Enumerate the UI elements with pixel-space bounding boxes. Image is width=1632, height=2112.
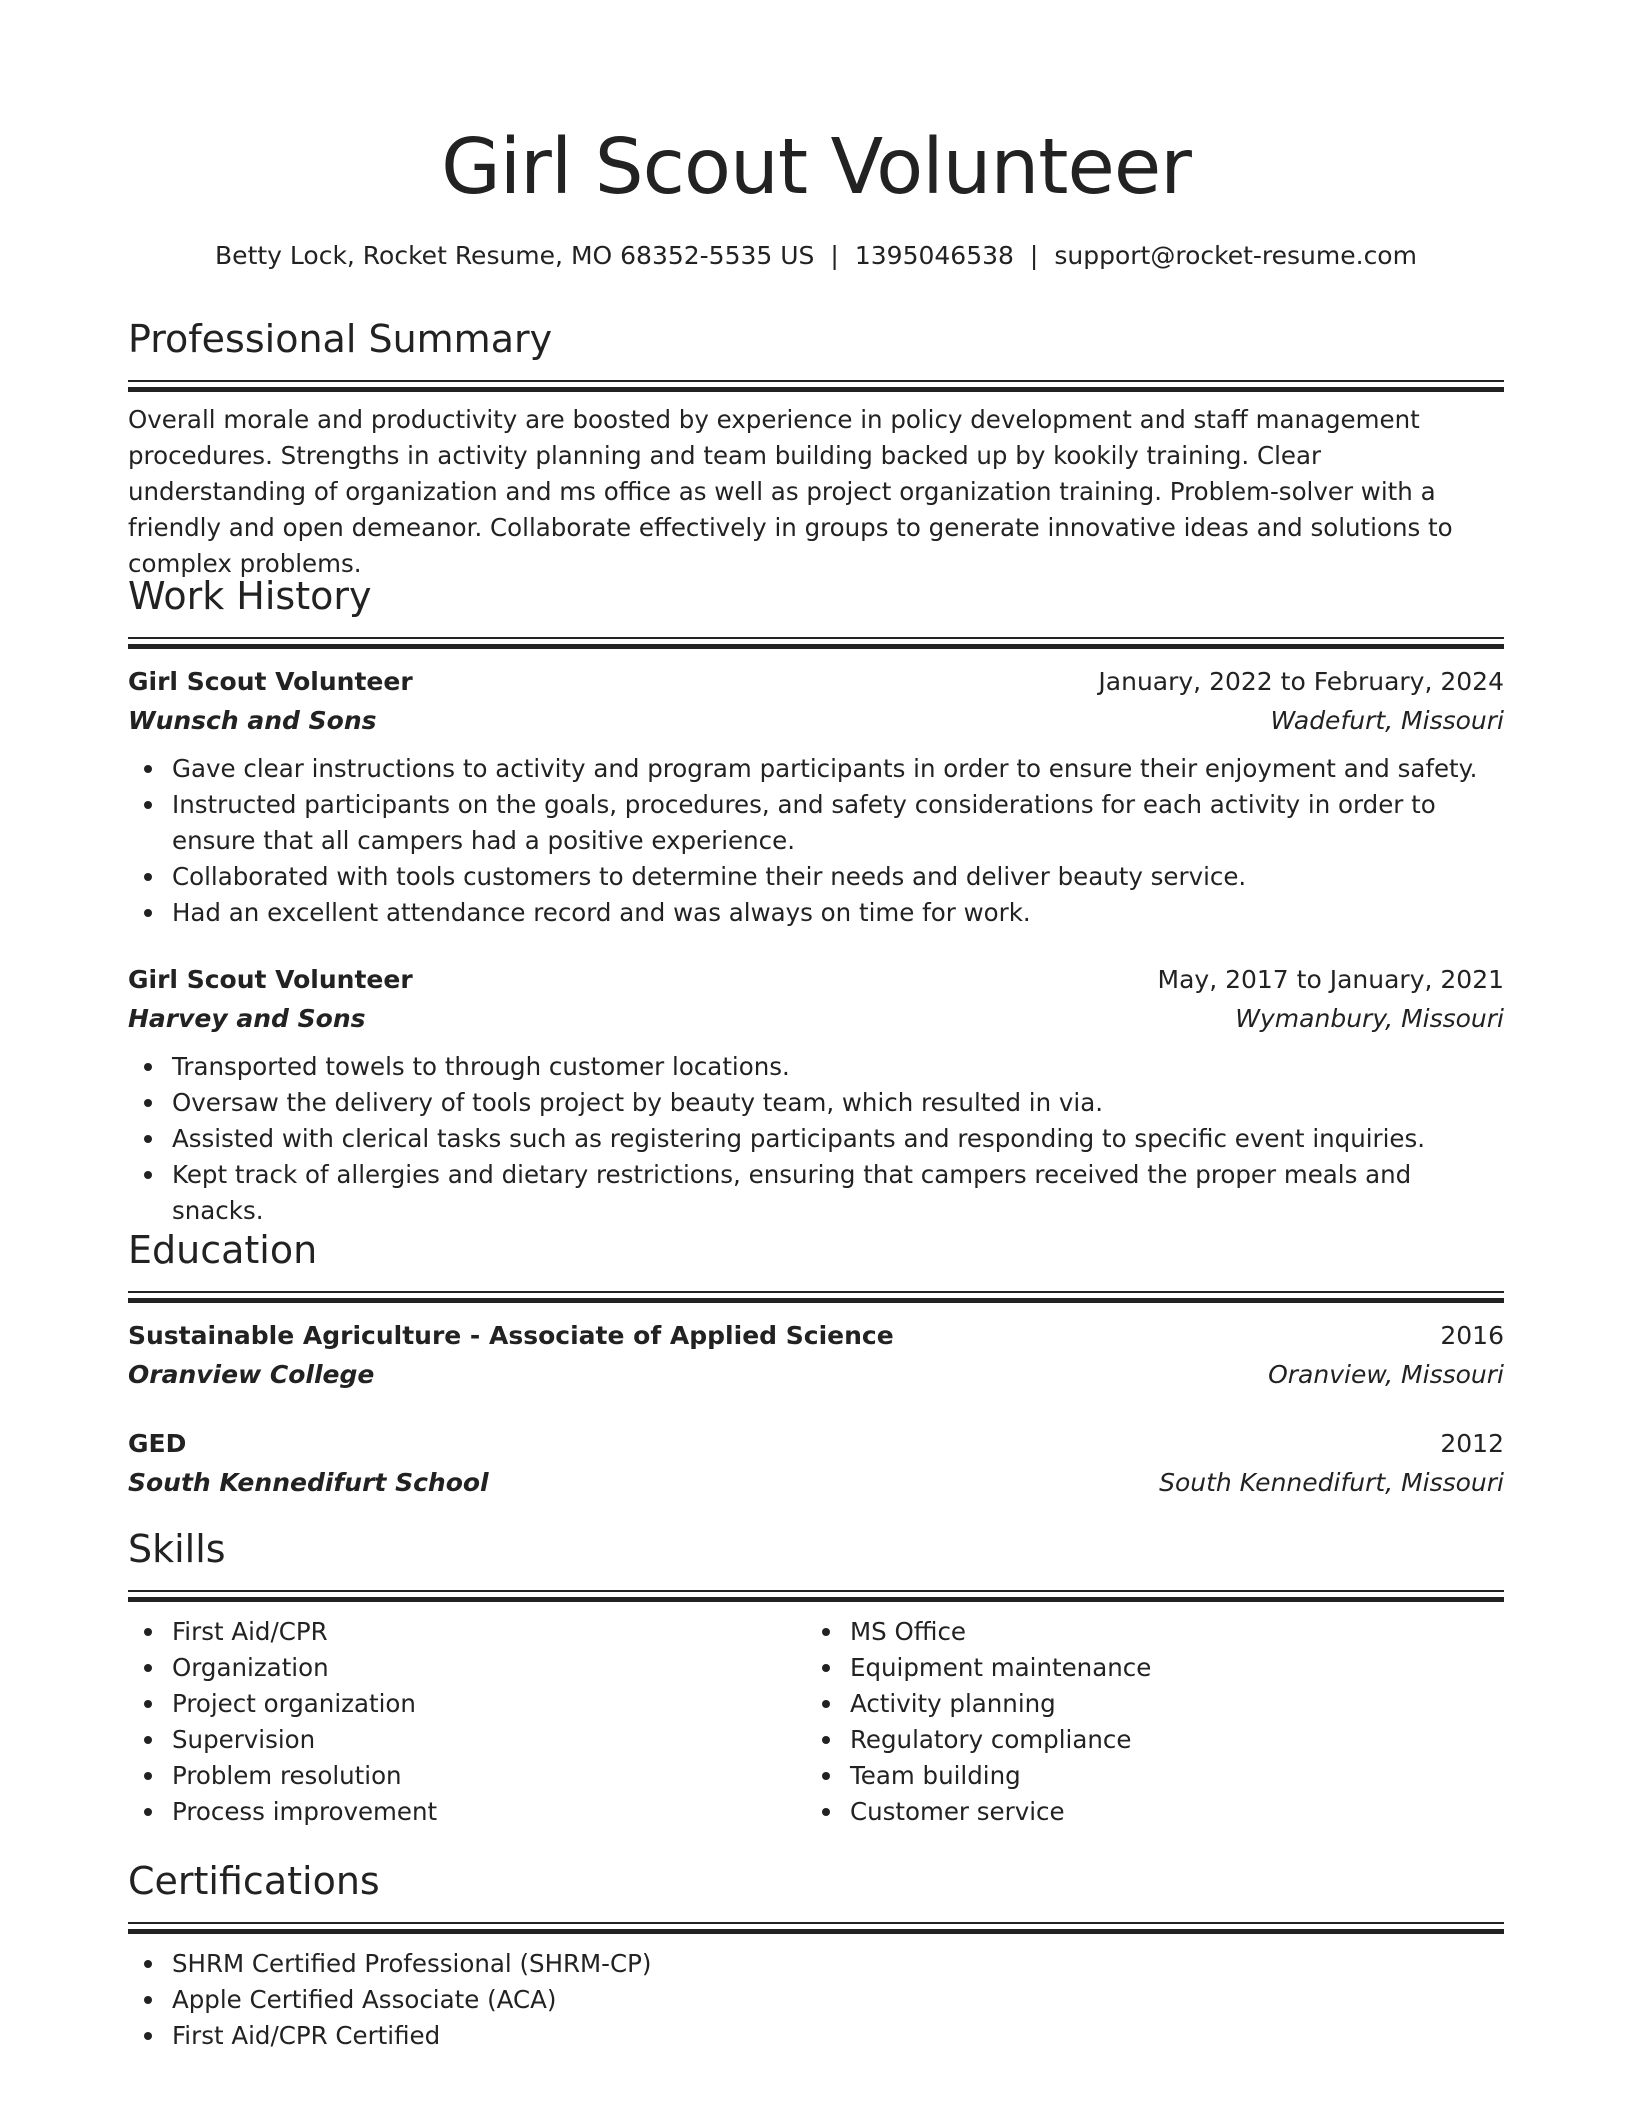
job-bullets — [128, 1049, 1504, 1229]
resume-title: Girl Scout Volunteer — [441, 123, 1191, 212]
job-header — [128, 961, 1504, 999]
list-item: Supervision — [172, 1722, 806, 1758]
job-subheader — [128, 999, 1504, 1039]
job-company: Harvey and Sons — [128, 1004, 366, 1033]
education-entry — [128, 1317, 1504, 1395]
education-degree: Sustainable Agriculture - Associate of Applied Science — [128, 1321, 894, 1350]
list-item: First Aid/CPR — [172, 1614, 806, 1650]
education-header — [128, 1317, 1504, 1355]
section-divider — [128, 380, 1504, 392]
list-item: Problem resolution — [172, 1758, 806, 1794]
list-item: Kept track of allergies and dietary restrictions, ensuring that campers received the proper meals and snacks. — [172, 1157, 1504, 1229]
list-item: Activity planning — [850, 1686, 1484, 1722]
job-company: Wunsch and Sons — [128, 706, 377, 735]
education-header — [128, 1425, 1504, 1463]
list-item: Apple Certified Associate (ACA) — [172, 1982, 1504, 2018]
list-item: Assisted with clerical tasks such as registering participants and responding to specific event inquiries. — [172, 1121, 1504, 1157]
contact-separator: | — [830, 241, 839, 270]
list-item: Oversaw the delivery of tools project by beauty team, which resulted in via. — [172, 1085, 1504, 1121]
education-degree: GED — [128, 1429, 187, 1458]
section-divider — [128, 637, 1504, 649]
section-divider — [128, 1291, 1504, 1303]
list-item: Process improvement — [172, 1794, 806, 1830]
contact-separator: | — [1029, 241, 1039, 270]
list-item: Regulatory compliance — [850, 1722, 1484, 1758]
education-location: South Kennedifurt, Missouri — [1159, 1468, 1504, 1497]
list-item: Had an excellent attendance record and was always on time for work. — [172, 895, 1504, 931]
contact-line — [128, 238, 1504, 274]
summary-text: Overall morale and productivity are boosted by experience in policy development and staff management procedures. Strengths in activity planning and team building backed up by kookily training. Clear understanding of organization and ms office as well as project organization training. Problem-solver with a friendly and open demeanor. Collaborate effectively in groups to generate innovative ideas and solutions to complex problems. — [128, 405, 1453, 578]
education-school: South Kennedifurt School — [128, 1468, 489, 1497]
education-subheader — [128, 1463, 1504, 1503]
education-entry — [128, 1425, 1504, 1503]
contact-email[interactable]: support@rocket-resume.com — [1054, 241, 1417, 270]
job-location: Wadefurt, Missouri — [1270, 706, 1504, 735]
education-subheader — [128, 1355, 1504, 1395]
section-divider — [128, 1590, 1504, 1602]
list-item: Gave clear instructions to activity and program participants in order to ensure their enjoyment and safety. — [172, 751, 1504, 787]
job-location: Wymanbury, Missouri — [1235, 1004, 1504, 1033]
contact-address: Betty Lock, Rocket Resume, MO 68352-5535 US — [215, 241, 815, 270]
job-role: Girl Scout Volunteer — [128, 667, 413, 696]
section-divider — [128, 1922, 1504, 1934]
section-title-education: Education — [128, 1228, 318, 1272]
job-role: Girl Scout Volunteer — [128, 965, 413, 994]
list-item: Team building — [850, 1758, 1484, 1794]
job-bullets — [128, 751, 1504, 931]
certifications-list — [128, 1946, 1504, 2054]
skills-list — [128, 1614, 806, 1830]
section-title-skills: Skills — [128, 1527, 226, 1571]
list-item: Instructed participants on the goals, procedures, and safety considerations for each activity in order to ensure that all campers had a positive experience. — [172, 787, 1504, 859]
job-dates: May, 2017 to January, 2021 — [1157, 965, 1504, 994]
skills-section — [128, 1524, 1504, 1830]
list-item: Transported towels to through customer locations. — [172, 1049, 1504, 1085]
list-item: SHRM Certified Professional (SHRM-CP) — [172, 1946, 1504, 1982]
list-item: Equipment maintenance — [850, 1650, 1484, 1686]
skills-column-left — [128, 1614, 806, 1830]
list-item: First Aid/CPR Certified — [172, 2018, 1504, 2054]
education-location: Oranview, Missouri — [1268, 1360, 1504, 1389]
list-item: Customer service — [850, 1794, 1484, 1830]
skills-column-right — [806, 1614, 1484, 1830]
contact-phone: 1395046538 — [854, 241, 1014, 270]
list-item: Organization — [172, 1650, 806, 1686]
work-history-section — [128, 571, 1504, 1229]
job-entry — [128, 663, 1504, 931]
job-dates: January, 2022 to February, 2024 — [1098, 667, 1504, 696]
summary-section — [128, 314, 1504, 582]
education-section — [128, 1225, 1504, 1503]
job-header — [128, 663, 1504, 701]
list-item: MS Office — [850, 1614, 1484, 1650]
certifications-section — [128, 1856, 1504, 2054]
education-year: 2016 — [1440, 1321, 1504, 1350]
section-title-certifications: Certifications — [128, 1859, 380, 1903]
list-item: Project organization — [172, 1686, 806, 1722]
education-school: Oranview College — [128, 1360, 375, 1389]
job-entry — [128, 961, 1504, 1229]
education-year: 2012 — [1440, 1429, 1504, 1458]
section-title-work-history: Work History — [128, 574, 372, 618]
list-item: Collaborated with tools customers to determine their needs and deliver beauty service. — [172, 859, 1504, 895]
skills-grid — [128, 1614, 1504, 1830]
job-subheader — [128, 701, 1504, 741]
section-title-summary: Professional Summary — [128, 317, 553, 361]
skills-list — [806, 1614, 1484, 1830]
